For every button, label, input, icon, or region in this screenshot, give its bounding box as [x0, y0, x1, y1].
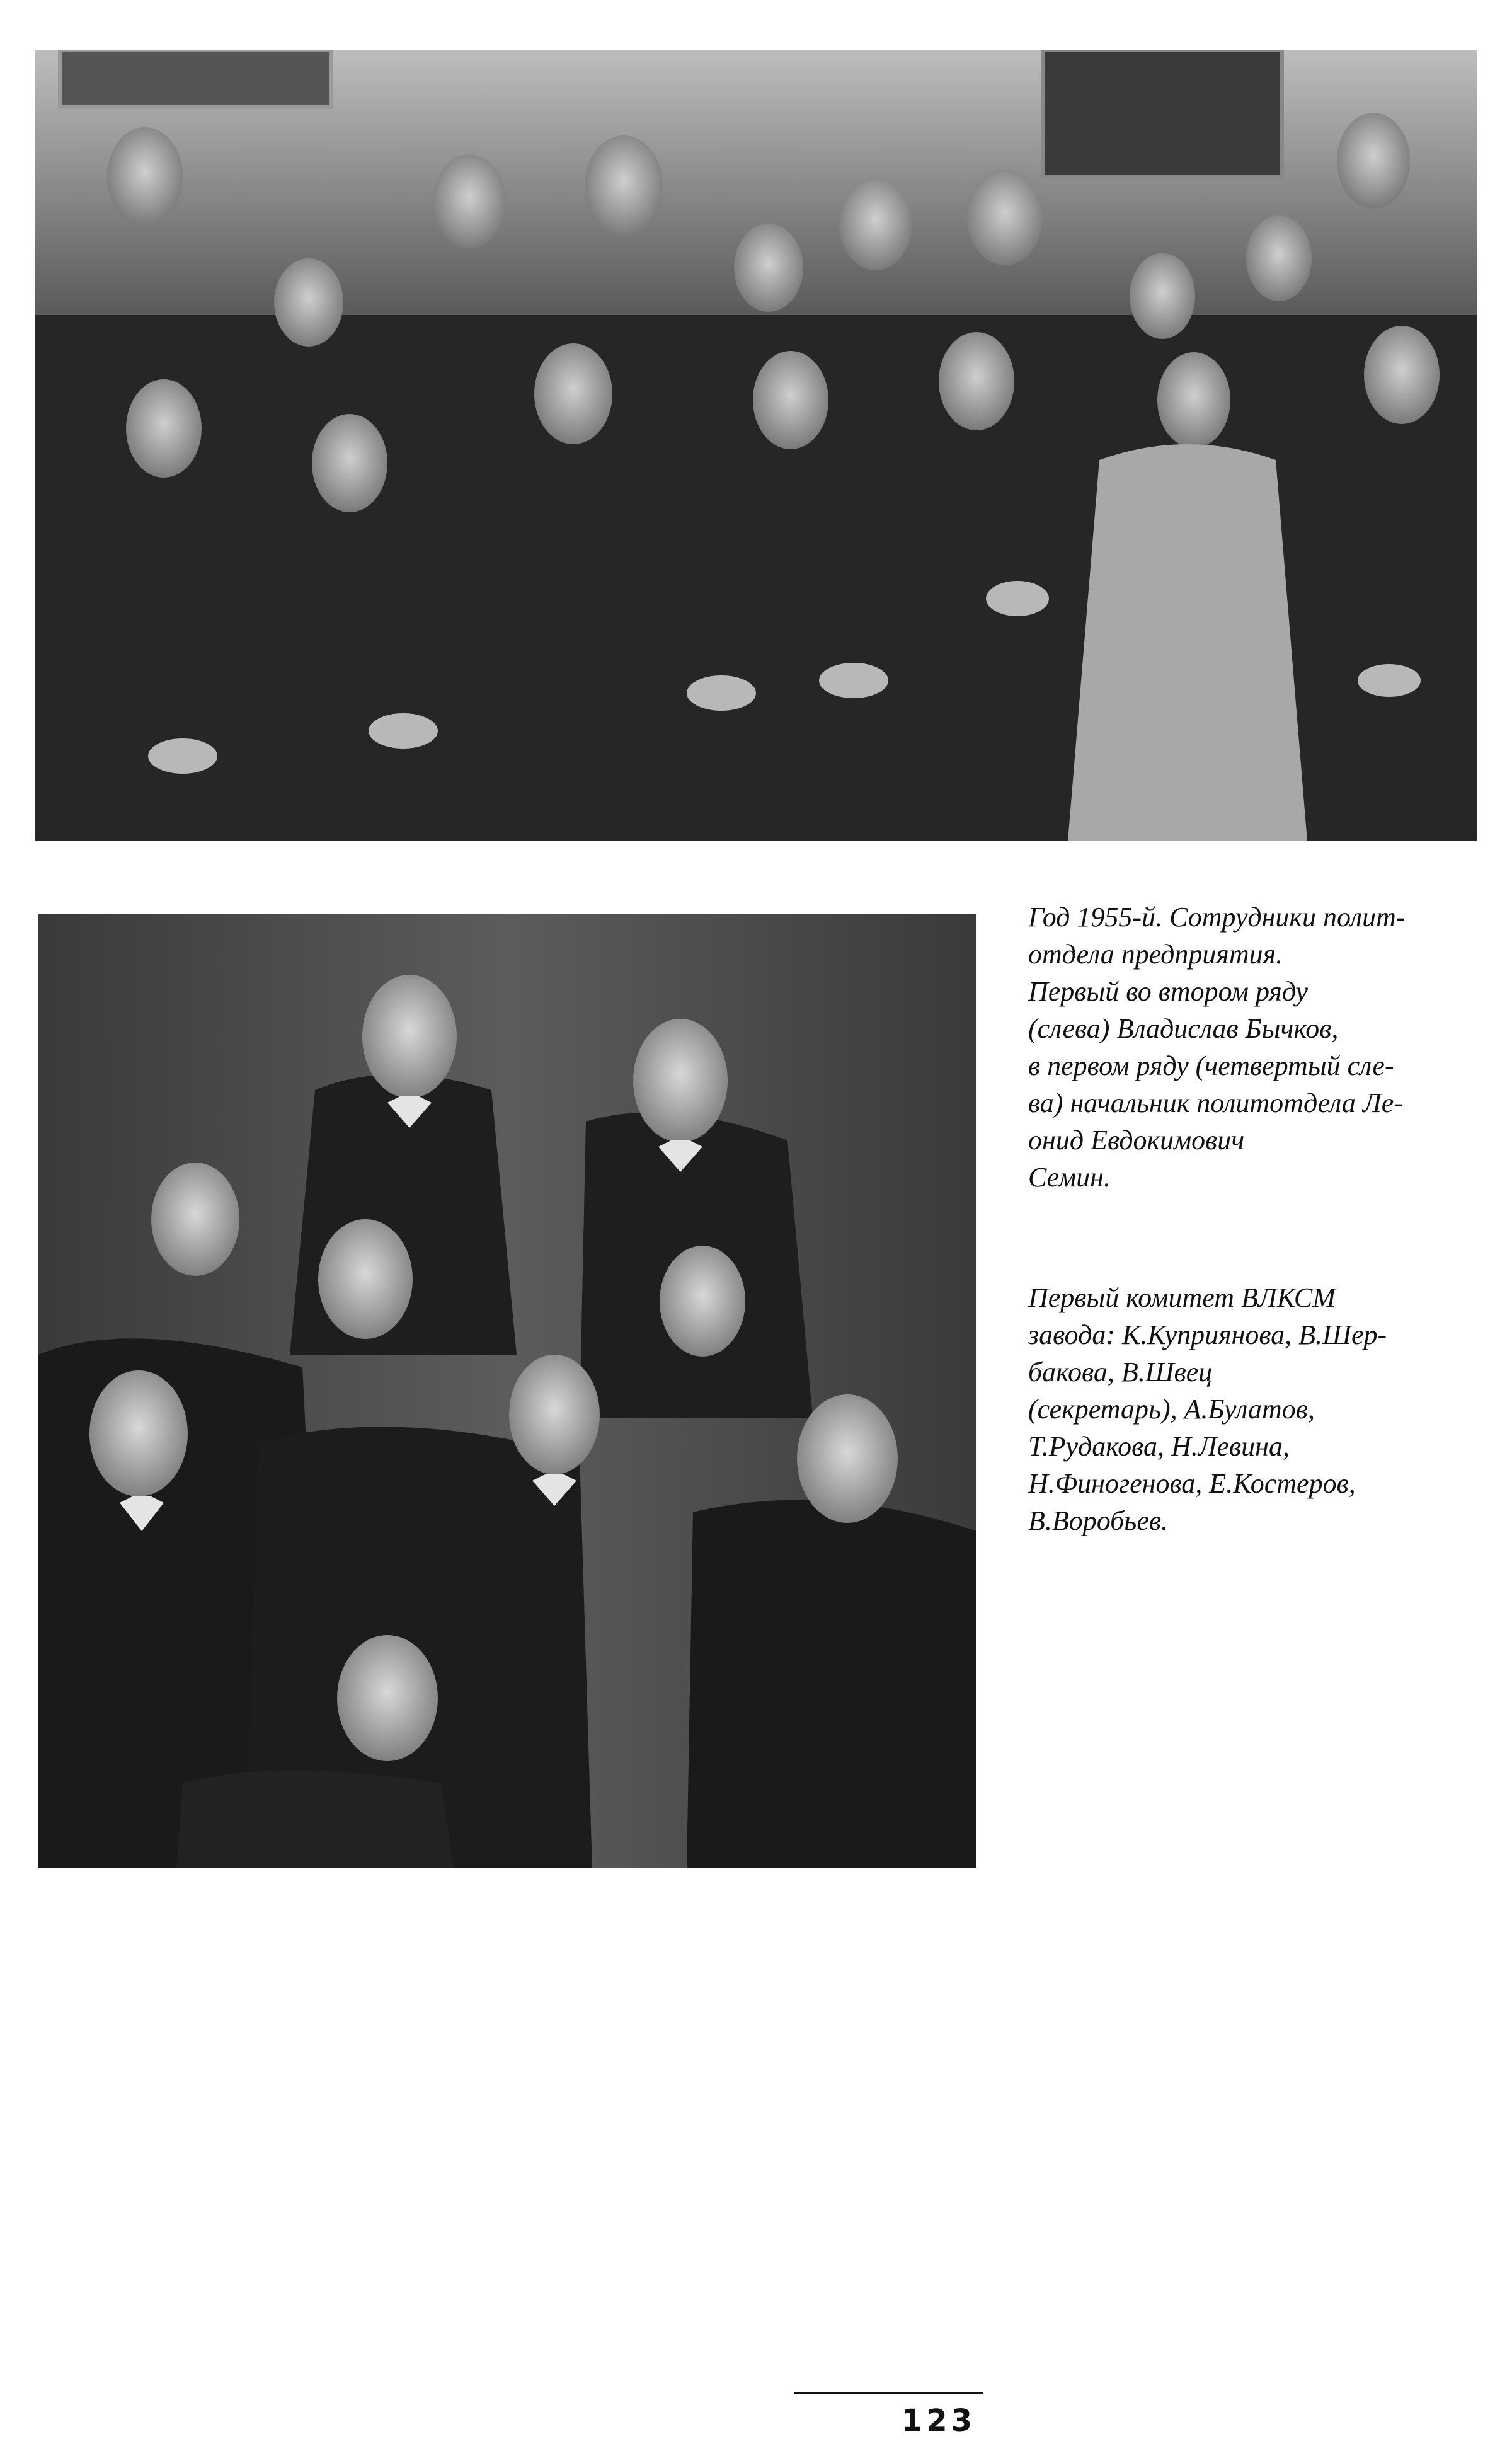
caption-line: онид Евдокимович [1028, 1125, 1245, 1156]
committee-photo-caption [1028, 1279, 1507, 1539]
caption-line: В.Воробьев. [1028, 1505, 1168, 1536]
caption-line: завода: К.Куприянова, В.Шер- [1028, 1319, 1387, 1350]
caption-line: отдела предприятия. [1028, 939, 1283, 970]
caption-line: (слева) Владислав Бычков, [1028, 1013, 1339, 1044]
staff-photo-caption [1028, 899, 1507, 1196]
page-number: 123 [901, 2403, 976, 2438]
staff-group-photo [35, 50, 1477, 841]
caption-line: Год 1955-й. Сотрудники полит- [1028, 902, 1406, 933]
staff-group-photo-image [35, 50, 1477, 841]
komsomol-committee-photo-image [38, 914, 976, 1868]
caption-line: Семин. [1028, 1162, 1111, 1193]
caption-line: (секретарь), А.Булатов, [1028, 1394, 1315, 1425]
caption-line: Н.Финогенова, Е.Костеров, [1028, 1468, 1356, 1499]
caption-line: бакова, В.Швец [1028, 1357, 1213, 1387]
caption-line: Т.Рудакова, Н.Левина, [1028, 1431, 1290, 1462]
caption-line: Первый комитет ВЛКСМ [1028, 1282, 1336, 1313]
komsomol-committee-photo [38, 914, 976, 1868]
footer-rule [794, 2392, 983, 2394]
caption-line: ва) начальник политотдела Ле- [1028, 1088, 1403, 1118]
caption-line: в первом ряду (четвертый сле- [1028, 1050, 1394, 1081]
caption-line: Первый во втором ряду [1028, 976, 1309, 1007]
